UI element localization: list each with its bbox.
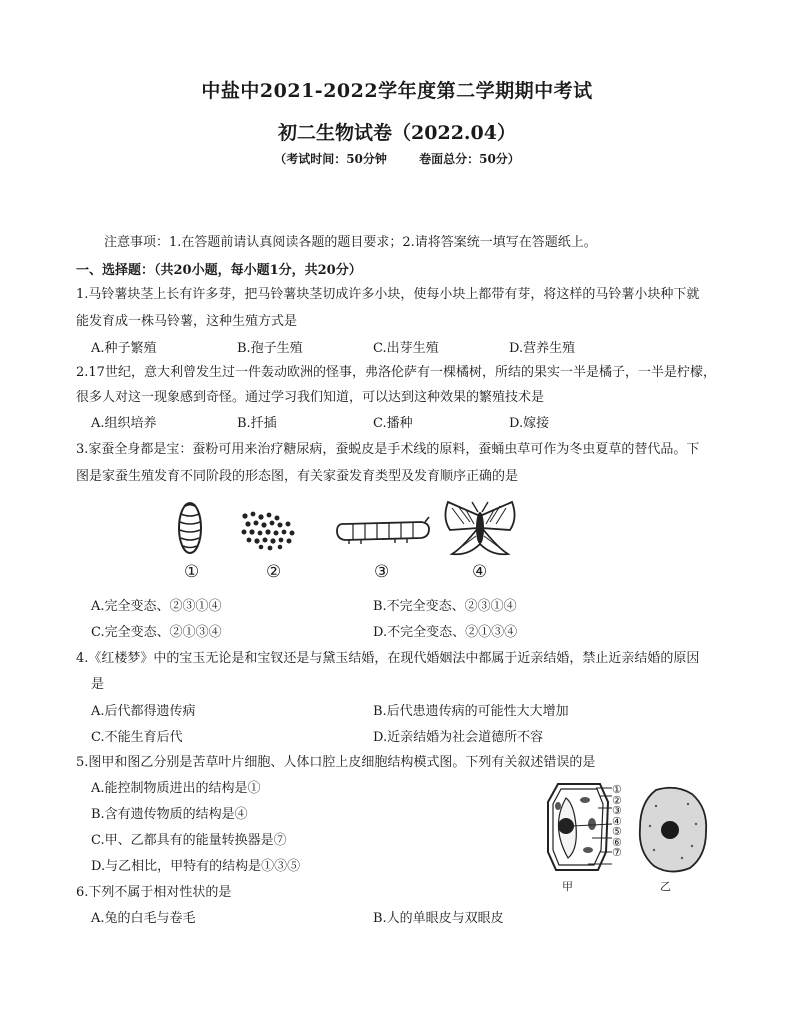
figure-label-3: ③ [374,562,390,582]
q1-stem-line1: 1.马铃薯块茎上长有许多芽，把马铃薯块茎切成许多小块，使每小块上都带有芽，将这样的马铃薯小块种下就 [76,287,700,302]
q2-option-d: D.嫁接 [509,416,550,431]
q2-option-c: C.播种 [373,416,413,431]
figure-label-yi: 乙 [660,880,671,893]
section1-heading: 一、选择题：（共20小题，每小题1分，共20分） [76,263,362,278]
q5-stem: 5.图甲和图乙分别是苦草叶片细胞、人体口腔上皮细胞结构模式图。下列有关叙述错误的是 [76,755,596,770]
q5-option-a: A.能控制物质进出的结构是① [91,781,261,796]
exam-score: 卷面总分：50分） [419,152,520,166]
q2-option-a: A.组织培养 [91,416,157,431]
moth-figure [440,498,520,560]
q3-option-c: C.完全变态、②①③④ [91,625,222,640]
q4-option-b: B.后代患遗传病的可能性大大增加 [373,704,569,719]
figure-label-4: ④ [472,562,488,582]
q4-option-a: A.后代都得遗传病 [91,704,196,719]
q2-option-b: B.扦插 [237,416,277,431]
q1-option-b: B.孢子生殖 [237,341,303,356]
q2-stem-line1: 2.17世纪，意大利曾发生过一件轰动欧洲的怪事，弗洛伦萨有一棵橘树，所结的果实一半是橘子，一半是柠檬， [76,365,716,380]
cell-number-2: ② [612,793,622,807]
figure-label-2: ② [266,562,282,582]
exam-title: 中盐中2021-2022学年度第二学期期中考试 [201,80,593,102]
eggs-figure [240,510,300,550]
q4-stem-line1: 4.《红楼梦》中的宝玉无论是和宝钗还是与黛玉结婚，在现代婚姻法中都属于近亲结婚，禁止近亲结婚的原因 [76,651,700,666]
cell-number-4: ④ [612,814,622,828]
q3-stem-line2: 图是家蚕生殖发育不同阶段的形态图，有关家蚕发育类型及发育顺序正确的是 [76,469,519,484]
cell-number-7: ⑦ [612,846,622,859]
pupa-figure [175,500,205,556]
q1-option-d: D.营养生殖 [509,341,576,356]
cell-number-1: ① [612,783,622,796]
cell-figure-numbers [612,785,622,859]
q3-stem-line1: 3.家蚕全身都是宝：蚕粉可用来治疗糖尿病，蚕蜕皮是手术线的原料，蚕蛹虫草可作为冬虫夏草的替代品。下 [76,442,700,457]
q3-option-d: D.不完全变态、②①③④ [373,625,518,640]
exam-time: （考试时间：50分钟 [274,152,387,166]
q5-option-d: D.与乙相比，甲特有的结构是①③⑤ [91,859,301,874]
q1-stem-line2: 能发育成一株马铃薯，这种生殖方式是 [76,314,298,329]
figure-label-1: ① [184,562,200,582]
cell-number-5: ⑤ [612,825,622,838]
exam-subject-title: 初二生物试卷（2022.04） [278,122,516,144]
exam-info [0,150,794,167]
figure-label-jia: 甲 [562,880,573,893]
notice-text: 注意事项：1.在答题前请认真阅读各题的题目要求；2.请将答案统一填写在答题纸上。 [104,235,597,250]
q2-stem-line2: 很多人对这一现象感到奇怪。通过学习我们知道，可以达到这种效果的繁殖技术是 [76,390,545,405]
q4-option-c: C.不能生育后代 [91,730,183,745]
q3-option-a: A.完全变态、②③①④ [91,599,222,614]
q6-option-a: A.兔的白毛与卷毛 [91,911,196,926]
larva-figure [333,515,433,547]
animal-cell-figure [636,786,710,874]
q6-stem: 6.下列不属于相对性状的是 [76,885,232,900]
q3-option-b: B.不完全变态、②③①④ [373,599,517,614]
q1-option-c: C.出芽生殖 [373,341,439,356]
q5-option-b: B.含有遗传物质的结构是④ [91,807,248,822]
cell-number-3: ③ [612,804,622,817]
q1-option-a: A.种子繁殖 [91,341,157,356]
q6-option-b: B.人的单眼皮与双眼皮 [373,911,504,926]
cell-number-6: ⑥ [612,835,622,849]
q4-stem-line2: 是 [91,677,105,692]
q5-option-c: C.甲、乙都具有的能量转换器是⑦ [91,833,287,848]
q4-option-d: D.近亲结婚为社会道德所不容 [373,730,544,745]
